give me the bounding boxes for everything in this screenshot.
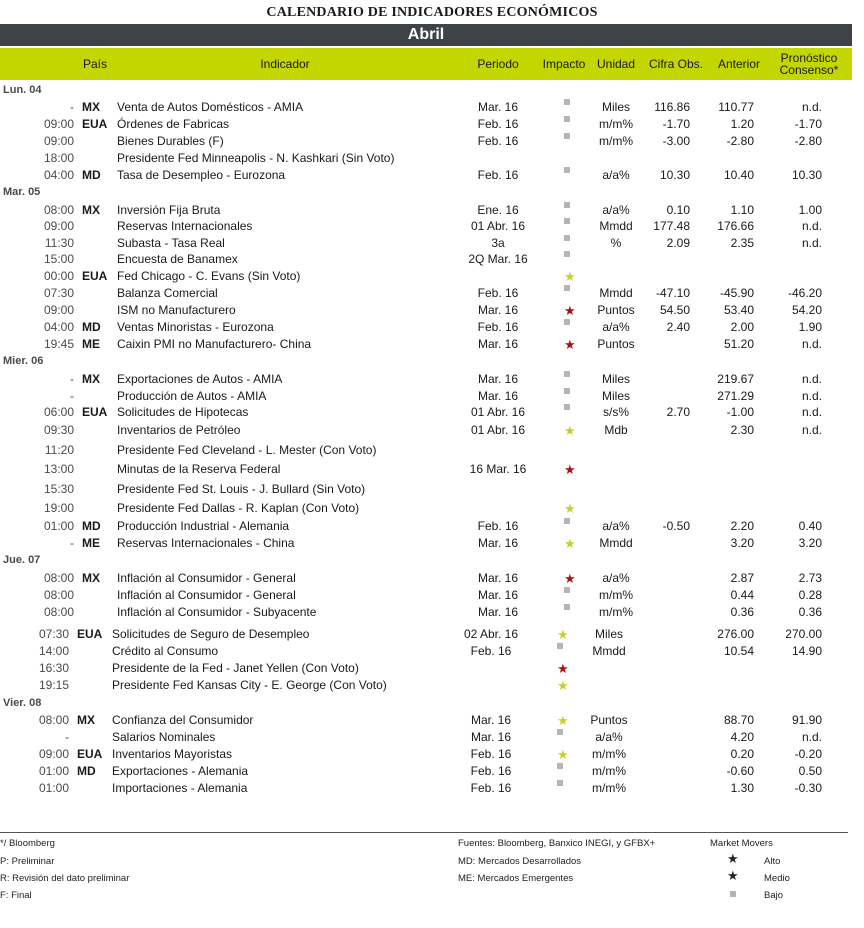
legend-alto: Alto [764, 856, 781, 867]
row-indicator: Inflación al Consumidor - General [117, 571, 296, 585]
footnote-bloomberg: */ Bloomberg [0, 838, 55, 849]
row-forecast: n.d. [801, 423, 822, 437]
row-time: 00:00 [43, 269, 74, 283]
row-indicator: Crédito al Consumo [112, 644, 219, 658]
row-forecast: 3.20 [798, 536, 822, 550]
legend-star-mid-icon: ★ [727, 868, 739, 883]
table-row [0, 604, 852, 621]
day-label: Mar. 05 [3, 186, 41, 198]
row-indicator: Importaciones - Alemania [112, 781, 248, 795]
row-prev: 53.40 [723, 303, 754, 317]
table-row: 16:30 Presidente de la Fed - Janet Yellen (Con Voto) ★ [0, 660, 852, 677]
row-indicator: Órdenes de Fabricas [117, 117, 230, 131]
row-prev: 271.29 [717, 389, 754, 403]
row-time: 15:00 [43, 252, 74, 266]
row-unit: m/m% [592, 781, 626, 795]
row-time: 09:30 [43, 423, 74, 437]
row-forecast: -1.70 [794, 117, 822, 131]
row-period: 16 Mar. 16 [469, 462, 527, 476]
row-obs: 0.10 [666, 203, 690, 217]
row-unit: m/m% [599, 605, 633, 619]
row-period: 01 Abr. 16 [470, 405, 526, 419]
row-country: MD [82, 320, 101, 334]
row-time: 07:30 [43, 286, 74, 300]
row-obs: 2.40 [666, 320, 690, 334]
row-time: 04:00 [43, 320, 74, 334]
row-forecast: n.d. [801, 372, 822, 386]
footnote-final: F: Final [0, 890, 32, 901]
row-country: EUA [82, 405, 108, 419]
row-time: 15:30 [43, 482, 74, 496]
table-row [0, 404, 852, 421]
row-prev: 176.66 [717, 219, 754, 233]
row-prev: -2.80 [726, 134, 754, 148]
table-row [0, 481, 852, 498]
table-row [0, 150, 852, 167]
row-indicator: Reservas Internacionales - China [117, 536, 295, 550]
row-forecast: -46.20 [787, 286, 822, 300]
footnote-md: MD: Mercados Desarrollados [458, 856, 582, 867]
row-forecast: n.d. [801, 100, 822, 114]
row-unit: Mmdd [599, 286, 633, 300]
row-unit: m/m% [592, 747, 626, 761]
row-period: Mar. 16 [477, 571, 519, 585]
row-period: Mar. 16 [477, 303, 519, 317]
row-time: 06:00 [43, 405, 74, 419]
row-unit: Miles [601, 372, 630, 386]
table-row: 13:00 Minutas de la Reserva Federal 16 Mar. 16 ★ [0, 461, 852, 478]
row-period: Mar. 16 [477, 536, 519, 550]
row-indicator: Inventarios de Petróleo [117, 423, 241, 437]
row-indicator: Solicitudes de Seguro de Desempleo [112, 627, 310, 641]
row-period: 01 Abr. 16 [470, 219, 526, 233]
row-period: Feb. 16 [470, 644, 512, 658]
row-time: 08:00 [38, 713, 69, 727]
row-obs: 2.09 [666, 236, 690, 250]
row-period: Feb. 16 [477, 168, 519, 182]
document-title: CALENDARIO DE INDICADORES ECONÓMICOS [266, 5, 598, 20]
row-period: Mar. 16 [470, 713, 512, 727]
month-banner: Abril [0, 24, 852, 46]
row-obs: -3.00 [662, 134, 690, 148]
table-row [0, 518, 852, 535]
table-row [0, 587, 852, 604]
row-forecast: 91.90 [791, 713, 822, 727]
row-forecast: 54.20 [791, 303, 822, 317]
column-header-bar [0, 48, 852, 80]
row-forecast: n.d. [801, 219, 822, 233]
col-periodo: Periodo [477, 57, 519, 71]
row-indicator: Producción Industrial - Alemania [117, 519, 290, 533]
row-period: Feb. 16 [470, 781, 512, 795]
row-indicator: Producción de Autos - AMIA [117, 389, 267, 403]
row-time: 18:00 [43, 151, 74, 165]
row-period: Feb. 16 [470, 764, 512, 778]
col-unidad: Unidad [596, 57, 636, 71]
row-indicator: Exportaciones de Autos - AMIA [117, 372, 283, 386]
footnote-preliminar: P: Preliminar [0, 856, 55, 867]
row-time: 09:00 [38, 747, 69, 761]
row-time: 16:30 [38, 661, 69, 675]
table-row [0, 218, 852, 235]
row-time: 01:00 [43, 519, 74, 533]
row-forecast: n.d. [801, 389, 822, 403]
row-unit: Mmdd [599, 219, 633, 233]
row-period: Feb. 16 [477, 286, 519, 300]
row-unit: Puntos [597, 337, 635, 351]
row-prev: 51.20 [723, 337, 754, 351]
col-pronostico-line1: Pronóstico [780, 51, 838, 65]
table-row: 08:00 MX Inflación al Consumidor - General Mar. 16 a/a% 2.87 2.73 ★ [0, 570, 852, 587]
legend-title: Market Movers [710, 838, 773, 849]
row-time: 13:00 [43, 462, 74, 476]
row-prev: 0.20 [730, 747, 754, 761]
row-time: 14:00 [38, 644, 69, 658]
row-prev: 276.00 [717, 627, 754, 641]
row-forecast: 14.90 [791, 644, 822, 658]
row-unit: Puntos [597, 303, 635, 317]
row-time: 07:30 [38, 627, 69, 641]
table-row [0, 133, 852, 150]
row-indicator: Venta de Autos Domésticos - AMIA [117, 100, 304, 114]
row-unit: % [610, 236, 622, 250]
footnote-me: ME: Mercados Emergentes [458, 873, 574, 884]
row-unit: a/a% [602, 571, 630, 585]
row-country: EUA [82, 117, 108, 131]
row-period: 02 Abr. 16 [463, 627, 519, 641]
table-row: 09:30 Inventarios de Petróleo 01 Abr. 16 Mdb 2.30 n.d. ★ [0, 422, 852, 439]
row-prev: 10.40 [723, 168, 754, 182]
row-time: 19:15 [38, 678, 69, 692]
row-unit: s/s% [602, 405, 629, 419]
legend-medio: Medio [764, 873, 790, 884]
row-period: Mar. 16 [477, 337, 519, 351]
row-time: 09:00 [43, 117, 74, 131]
table-row [0, 780, 852, 797]
row-country: MD [82, 519, 101, 533]
row-unit: Mmdd [592, 644, 626, 658]
col-anterior: Anterior [717, 57, 761, 71]
row-time: 08:00 [43, 571, 74, 585]
row-obs: 177.48 [653, 219, 690, 233]
row-period: Feb. 16 [477, 134, 519, 148]
row-forecast: 1.00 [798, 203, 822, 217]
table-row: 00:00 EUA Fed Chicago - C. Evans (Sin Voto) ★ [0, 268, 852, 285]
row-forecast: -0.30 [794, 781, 822, 795]
table-row [0, 763, 852, 780]
row-period: Feb. 16 [477, 320, 519, 334]
row-country: MX [82, 372, 100, 386]
row-unit: Miles [601, 100, 630, 114]
row-obs: 54.50 [659, 303, 690, 317]
row-period: Mar. 16 [477, 588, 519, 602]
row-prev: 1.10 [730, 203, 754, 217]
col-cifra: Cifra Obs. [648, 57, 703, 71]
row-country: ME [82, 536, 100, 550]
row-prev: 2.20 [730, 519, 754, 533]
row-obs: -0.50 [662, 519, 690, 533]
row-indicator: Ventas Minoristas - Eurozona [117, 320, 274, 334]
row-indicator: Caixin PMI no Manufacturero- China [117, 337, 312, 351]
table-row: 19:00 Presidente Fed Dallas - R. Kaplan (Con Voto) ★ [0, 500, 852, 517]
row-forecast: 0.36 [798, 605, 822, 619]
row-unit: m/m% [599, 134, 633, 148]
row-period: Ene. 16 [477, 203, 519, 217]
row-forecast: 1.90 [798, 320, 822, 334]
col-pronostico-line2: Consenso* [779, 63, 839, 77]
row-forecast: 0.28 [798, 588, 822, 602]
table-row [0, 319, 852, 336]
row-country: MX [82, 203, 100, 217]
row-indicator: Presidente Fed Minneapolis - N. Kashkari (Sin Voto) [117, 151, 395, 165]
footer-divider [0, 832, 848, 833]
row-time: 08:00 [43, 203, 74, 217]
row-indicator: Confianza del Consumidor [112, 713, 254, 727]
row-period: Feb. 16 [477, 519, 519, 533]
row-period: Mar. 16 [477, 100, 519, 114]
row-unit: a/a% [602, 320, 630, 334]
row-indicator: Reservas Internacionales [117, 219, 253, 233]
row-prev: -45.90 [719, 286, 754, 300]
row-time: - [70, 100, 74, 114]
table-row: 09:00 ISM no Manufacturero Mar. 16 Puntos 54.50 53.40 54.20 ★ [0, 302, 852, 319]
row-period: Mar. 16 [477, 389, 519, 403]
row-unit: m/m% [599, 588, 633, 602]
row-country: EUA [77, 627, 103, 641]
row-obs: -47.10 [655, 286, 690, 300]
row-period: Feb. 16 [477, 117, 519, 131]
row-time: 19:00 [43, 501, 74, 515]
row-country: MD [77, 764, 96, 778]
row-indicator: Presidente Fed Cleveland - L. Mester (Con Voto) [117, 443, 377, 457]
row-indicator: Fed Chicago - C. Evans (Sin Voto) [117, 269, 301, 283]
row-prev: 2.35 [730, 236, 754, 250]
row-indicator: Presidente Fed Dallas - R. Kaplan (Con Voto) [117, 501, 360, 515]
table-row: 09:00 EUA Inventarios Mayoristas Feb. 16 m/m% 0.20 -0.20 ★ [0, 746, 852, 763]
footnote-fuentes: Fuentes: Bloomberg, Banxico INEGI, y GFBX+ [458, 838, 656, 849]
row-unit: a/a% [595, 730, 623, 744]
row-prev: 110.77 [718, 100, 754, 114]
col-indicador: Indicador [260, 57, 310, 71]
row-unit: m/m% [592, 764, 626, 778]
row-country: MX [82, 571, 100, 585]
row-prev: 2.87 [730, 571, 754, 585]
row-prev: 0.44 [730, 588, 754, 602]
table-row [0, 729, 852, 746]
row-time: 11:30 [44, 236, 74, 250]
row-country: MD [82, 168, 101, 182]
row-country: EUA [82, 269, 108, 283]
row-prev: 0.36 [730, 605, 754, 619]
row-indicator: Inflación al Consumidor - Subyacente [117, 605, 317, 619]
row-indicator: Exportaciones - Alemania [112, 764, 249, 778]
row-time: 01:00 [38, 781, 69, 795]
row-period: Mar. 16 [470, 730, 512, 744]
row-obs: 116.86 [654, 100, 690, 114]
row-indicator: Bienes Durables (F) [117, 134, 224, 148]
day-label: Jue. 07 [3, 554, 41, 566]
row-indicator: Subasta - Tasa Real [117, 236, 225, 250]
row-forecast: n.d. [801, 337, 822, 351]
row-time: - [65, 730, 69, 744]
row-forecast: 10.30 [791, 168, 822, 182]
legend-square-low-icon [730, 889, 736, 900]
table-row: 19:45 ME Caixin PMI no Manufacturero- China Mar. 16 Puntos 51.20 n.d. ★ [0, 336, 852, 353]
legend-bajo: Bajo [764, 890, 784, 901]
table-row [0, 643, 852, 660]
row-period: Feb. 16 [470, 747, 512, 761]
row-indicator: Inflación al Consumidor - General [117, 588, 296, 602]
row-time: - [70, 372, 74, 386]
row-unit: Miles [601, 389, 630, 403]
day-label: Lun. 04 [3, 84, 42, 96]
row-indicator: Solicitudes de Hipotecas [117, 405, 249, 419]
row-time: 01:00 [38, 764, 69, 778]
table-row [0, 167, 852, 184]
day-label: Mier. 06 [3, 355, 44, 367]
row-time: - [70, 389, 74, 403]
table-row: 19:15 Presidente Fed Kansas City - E. George (Con Voto) ★ [0, 677, 852, 694]
row-prev: 2.00 [730, 320, 754, 334]
row-forecast: 270.00 [785, 627, 822, 641]
table-row [0, 442, 852, 459]
row-time: 11:20 [44, 443, 74, 457]
day-label: Vier. 08 [3, 697, 42, 709]
row-unit: Mmdd [599, 536, 633, 550]
table-row [0, 202, 852, 219]
row-indicator: Presidente de la Fed - Janet Yellen (Con Voto) [112, 661, 359, 675]
row-forecast: 0.50 [798, 764, 822, 778]
row-indicator: Inventarios Mayoristas [112, 747, 233, 761]
row-time: 09:00 [43, 134, 74, 148]
row-unit: Miles [594, 627, 623, 641]
row-prev: 4.20 [730, 730, 754, 744]
row-indicator: Encuesta de Banamex [117, 252, 238, 266]
row-obs: -1.70 [662, 117, 690, 131]
row-forecast: n.d. [801, 236, 822, 250]
col-impacto: Impacto [542, 57, 586, 71]
row-prev: 2.30 [730, 423, 754, 437]
row-obs: 10.30 [659, 168, 690, 182]
row-time: 09:00 [43, 303, 74, 317]
row-forecast: 0.40 [798, 519, 822, 533]
row-country: MX [77, 713, 95, 727]
row-period: 2Q Mar. 16 [468, 252, 528, 266]
row-forecast: 2.73 [798, 571, 822, 585]
row-forecast: n.d. [801, 730, 822, 744]
row-time: 08:00 [43, 605, 74, 619]
row-prev: 219.67 [717, 372, 754, 386]
table-row: - ME Reservas Internacionales - China Mar. 16 Mmdd 3.20 3.20 ★ [0, 535, 852, 552]
table-row [0, 285, 852, 302]
table-row [0, 99, 852, 116]
row-indicator: Salarios Nominales [112, 730, 216, 744]
table-row [0, 116, 852, 133]
row-time: 19:45 [43, 337, 74, 351]
row-prev: -0.60 [726, 764, 754, 778]
row-indicator: Tasa de Desempleo - Eurozona [117, 168, 286, 182]
row-period: Mar. 16 [477, 605, 519, 619]
row-period: 3a [491, 236, 505, 250]
legend-star-high-icon: ★ [727, 851, 739, 866]
row-time: 04:00 [43, 168, 74, 182]
row-forecast: -0.20 [794, 747, 822, 761]
row-indicator: ISM no Manufacturero [117, 303, 236, 317]
row-indicator: Inversión Fija Bruta [117, 203, 221, 217]
row-unit: m/m% [599, 117, 633, 131]
row-country: ME [82, 337, 100, 351]
row-country: EUA [77, 747, 103, 761]
row-forecast: n.d. [801, 405, 822, 419]
row-indicator: Minutas de la Reserva Federal [117, 462, 281, 476]
row-period: 01 Abr. 16 [470, 423, 526, 437]
col-pronostico [772, 48, 846, 80]
row-time: 08:00 [43, 588, 74, 602]
row-indicator: Presidente Fed St. Louis - J. Bullard (Sin Voto) [117, 482, 366, 496]
row-obs: 2.70 [666, 405, 690, 419]
row-country: MX [82, 100, 100, 114]
row-prev: 10.54 [723, 644, 754, 658]
row-indicator: Presidente Fed Kansas City - E. George (Con Voto) [112, 678, 387, 692]
row-prev: 1.30 [730, 781, 754, 795]
row-unit: a/a% [602, 168, 630, 182]
row-time: - [70, 536, 74, 550]
row-unit: Mdb [604, 423, 628, 437]
row-prev: 88.70 [723, 713, 754, 727]
row-forecast: -2.80 [794, 134, 822, 148]
row-time: 09:00 [43, 219, 74, 233]
table-row [0, 251, 852, 268]
table-row [0, 235, 852, 252]
table-row [0, 388, 852, 405]
table-row [0, 371, 852, 388]
row-unit: Puntos [590, 713, 628, 727]
row-prev: 3.20 [730, 536, 754, 550]
row-prev: -1.00 [726, 405, 754, 419]
row-period: Mar. 16 [477, 372, 519, 386]
row-unit: a/a% [602, 203, 630, 217]
footnote-revision: R: Revisión del dato preliminar [0, 873, 130, 884]
row-indicator: Balanza Comercial [117, 286, 218, 300]
table-row: 07:30 EUA Solicitudes de Seguro de Desempleo 02 Abr. 16 Miles 276.00 270.00 ★ [0, 626, 852, 643]
col-pais: País [82, 57, 107, 71]
row-unit: a/a% [602, 519, 630, 533]
row-prev: 1.20 [730, 117, 754, 131]
table-row: 08:00 MX Confianza del Consumidor Mar. 16 Puntos 88.70 91.90 ★ [0, 712, 852, 729]
